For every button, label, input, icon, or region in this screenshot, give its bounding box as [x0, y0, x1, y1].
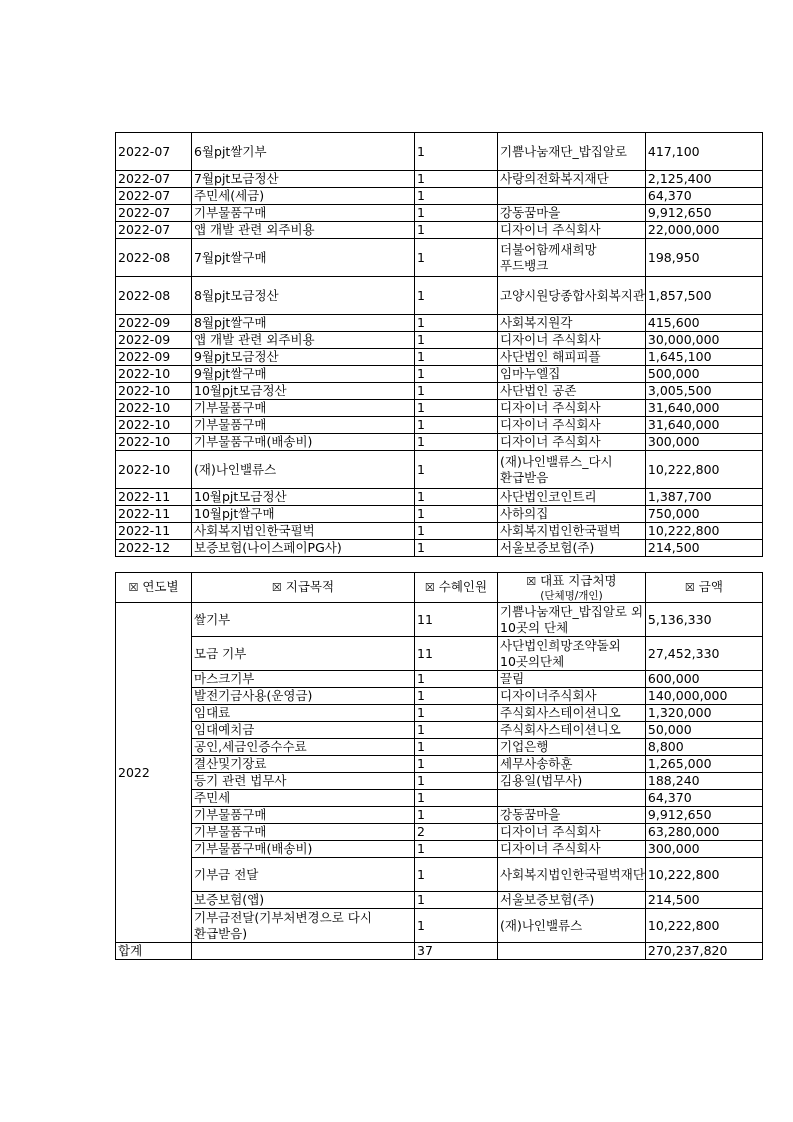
recipient-cell: 디자이너 주식회사: [498, 332, 646, 349]
recipient-cell: 기업은행: [498, 739, 646, 756]
purpose-cell: 10월pjt모금정산: [192, 489, 415, 506]
table-row: [116, 366, 763, 383]
date-cell: 2022-08: [116, 239, 192, 277]
purpose-cell: 기부물품구매: [192, 824, 415, 841]
purpose-cell: 발전기금사용(운영금): [192, 688, 415, 705]
purpose-cell: 주민세(세금): [192, 188, 415, 205]
count-cell: 1: [415, 349, 498, 366]
amount-cell: 1,387,700: [645, 489, 762, 506]
count-cell: 1: [415, 790, 498, 807]
header-count: ☒ 수혜인원: [415, 573, 498, 603]
total-count: 37: [415, 943, 498, 960]
table-row: [116, 824, 763, 841]
count-cell: 1: [415, 205, 498, 222]
table-row: [116, 400, 763, 417]
count-cell: 1: [415, 523, 498, 540]
count-cell: 1: [415, 332, 498, 349]
count-cell: 1: [415, 671, 498, 688]
header-row: [116, 573, 763, 603]
amount-cell: 9,912,650: [645, 205, 762, 222]
amount-cell: 30,000,000: [645, 332, 762, 349]
purpose-cell: 기부금 전달: [192, 858, 415, 892]
amount-cell: 10,222,800: [645, 451, 762, 489]
table-row: [116, 858, 763, 892]
table-row: [116, 603, 763, 637]
recipient-cell: 사회복지원각: [498, 315, 646, 332]
table-row: [116, 417, 763, 434]
header-recipient: ☒ 대표 지급처명 (단체명/개인): [498, 573, 646, 603]
recipient-cell: 디자이너 주식회사: [498, 824, 646, 841]
recipient-cell: 디자이너 주식회사: [498, 417, 646, 434]
recipient-cell: 주식회사스테이션니오: [498, 705, 646, 722]
recipient-cell: 끌림: [498, 671, 646, 688]
count-cell: 1: [415, 756, 498, 773]
table-row: [116, 637, 763, 671]
table-row: [116, 671, 763, 688]
amount-cell: 50,000: [645, 722, 762, 739]
count-cell: 1: [415, 366, 498, 383]
purpose-cell: 주민세: [192, 790, 415, 807]
table-row: [116, 688, 763, 705]
recipient-cell: 서울보증보험(주): [498, 892, 646, 909]
date-cell: 2022-12: [116, 540, 192, 557]
recipient-cell: 임마누엘집: [498, 366, 646, 383]
recipient-cell: 사단법인 공존: [498, 383, 646, 400]
date-cell: 2022-09: [116, 332, 192, 349]
table-row: [116, 756, 763, 773]
recipient-cell: 사하의집: [498, 506, 646, 523]
purpose-cell: 임대료: [192, 705, 415, 722]
count-cell: 1: [415, 739, 498, 756]
count-cell: 1: [415, 434, 498, 451]
checkbox-icon: ☒: [271, 581, 282, 594]
amount-cell: 64,370: [645, 188, 762, 205]
count-cell: 1: [415, 133, 498, 171]
count-cell: 1: [415, 506, 498, 523]
amount-cell: 415,600: [645, 315, 762, 332]
header-year: ☒ 연도별: [116, 573, 192, 603]
amount-cell: 1,857,500: [645, 277, 762, 315]
count-cell: 1: [415, 540, 498, 557]
table-row: [116, 205, 763, 222]
date-cell: 2022-07: [116, 188, 192, 205]
amount-cell: 3,005,500: [645, 383, 762, 400]
recipient-cell: [498, 790, 646, 807]
count-cell: 1: [415, 417, 498, 434]
purpose-cell: 기부물품구매: [192, 400, 415, 417]
table-row: [116, 773, 763, 790]
table-row: [116, 807, 763, 824]
table-row: [116, 841, 763, 858]
empty-cell: [498, 943, 646, 960]
amount-cell: 27,452,330: [645, 637, 762, 671]
amount-cell: 300,000: [645, 434, 762, 451]
purpose-cell: 마스크기부: [192, 671, 415, 688]
amount-cell: 63,280,000: [645, 824, 762, 841]
count-cell: 1: [415, 451, 498, 489]
recipient-cell: 강동꿈마을: [498, 807, 646, 824]
amount-cell: 198,950: [645, 239, 762, 277]
table-row: [116, 451, 763, 489]
recipient-cell: 서울보증보험(주): [498, 540, 646, 557]
count-cell: 2: [415, 824, 498, 841]
recipient-cell: (재)나인밸류스: [498, 909, 646, 943]
date-cell: 2022-07: [116, 205, 192, 222]
amount-cell: 31,640,000: [645, 417, 762, 434]
count-cell: 1: [415, 858, 498, 892]
table-row: [116, 315, 763, 332]
count-cell: 1: [415, 688, 498, 705]
count-cell: 1: [415, 277, 498, 315]
amount-cell: 1,320,000: [645, 705, 762, 722]
purpose-cell: 보증보험(나이스페이PG사): [192, 540, 415, 557]
amount-cell: 1,645,100: [645, 349, 762, 366]
year-cell: 2022: [116, 603, 192, 943]
date-cell: 2022-11: [116, 506, 192, 523]
recipient-cell: 사회복지법인한국펄벅: [498, 523, 646, 540]
purpose-cell: 기부물품구매: [192, 205, 415, 222]
date-cell: 2022-10: [116, 434, 192, 451]
purpose-cell: 공인,세금인증수수료: [192, 739, 415, 756]
table-row: [116, 892, 763, 909]
date-cell: 2022-10: [116, 417, 192, 434]
header-amount: ☒ 금액: [645, 573, 762, 603]
purpose-cell: 기부물품구매(배송비): [192, 434, 415, 451]
recipient-cell: 디자이너 주식회사: [498, 434, 646, 451]
amount-cell: 500,000: [645, 366, 762, 383]
table-row: [116, 909, 763, 943]
amount-cell: 600,000: [645, 671, 762, 688]
table-row: [116, 277, 763, 315]
amount-cell: 10,222,800: [645, 523, 762, 540]
recipient-cell: [498, 188, 646, 205]
recipient-cell: 사단법인희망조약돌외 10곳의단체: [498, 637, 646, 671]
count-cell: 1: [415, 722, 498, 739]
total-label: 합계: [116, 943, 192, 960]
date-cell: 2022-11: [116, 489, 192, 506]
purpose-cell: 9월pjt모금정산: [192, 349, 415, 366]
purpose-cell: 앱 개발 관련 외주비용: [192, 222, 415, 239]
table-row: [116, 434, 763, 451]
amount-cell: 9,912,650: [645, 807, 762, 824]
table-row: [116, 332, 763, 349]
table-row: [116, 349, 763, 366]
table-row: [116, 222, 763, 239]
amount-cell: 300,000: [645, 841, 762, 858]
recipient-cell: 사회복지법인한국펄벅재단: [498, 858, 646, 892]
count-cell: 1: [415, 239, 498, 277]
table-row: [116, 739, 763, 756]
recipient-cell: 사랑의전화복지재단: [498, 171, 646, 188]
recipient-cell: 디자이너 주식회사: [498, 841, 646, 858]
header-purpose: ☒ 지급목적: [192, 573, 415, 603]
amount-cell: 214,500: [645, 892, 762, 909]
purpose-cell: 8월pjt모금정산: [192, 277, 415, 315]
recipient-cell: 사단법인 해피피플: [498, 349, 646, 366]
purpose-cell: 10월pjt쌀구매: [192, 506, 415, 523]
purpose-cell: 결산및기장료: [192, 756, 415, 773]
amount-cell: 750,000: [645, 506, 762, 523]
purpose-cell: 모금 기부: [192, 637, 415, 671]
checkbox-icon: ☒: [424, 581, 435, 594]
amount-cell: 417,100: [645, 133, 762, 171]
count-cell: 1: [415, 171, 498, 188]
recipient-cell: 기쁨나눔재단_밥집알로 외 10곳의 단체: [498, 603, 646, 637]
checkbox-icon: ☒: [526, 575, 537, 588]
purpose-cell: 쌀기부: [192, 603, 415, 637]
date-cell: 2022-10: [116, 366, 192, 383]
recipient-cell: 기쁨나눔재단_밥집알로: [498, 133, 646, 171]
purpose-cell: 보증보험(앱): [192, 892, 415, 909]
recipient-cell: (재)나인밸류스_다시 환급받음: [498, 451, 646, 489]
purpose-cell: 7월pjt쌀구매: [192, 239, 415, 277]
amount-cell: 5,136,330: [645, 603, 762, 637]
table-row: [116, 790, 763, 807]
purpose-cell: 기부물품구매: [192, 417, 415, 434]
count-cell: 1: [415, 892, 498, 909]
count-cell: 1: [415, 807, 498, 824]
table-row: [116, 171, 763, 188]
purpose-cell: 10월pjt모금정산: [192, 383, 415, 400]
table-row: [116, 506, 763, 523]
count-cell: 1: [415, 773, 498, 790]
date-cell: 2022-07: [116, 133, 192, 171]
purpose-cell: 기부물품구매(배송비): [192, 841, 415, 858]
total-row: [116, 943, 763, 960]
table-row: [116, 188, 763, 205]
table-row: [116, 722, 763, 739]
recipient-cell: 디자이너 주식회사: [498, 222, 646, 239]
amount-cell: 214,500: [645, 540, 762, 557]
purpose-cell: 사회복지법인한국펄벅: [192, 523, 415, 540]
purpose-cell: (재)나인밸류스: [192, 451, 415, 489]
recipient-cell: 세무사송하훈: [498, 756, 646, 773]
checkbox-icon: ☒: [684, 581, 695, 594]
count-cell: 1: [415, 400, 498, 417]
checkbox-icon: ☒: [128, 581, 139, 594]
recipient-cell: 디자이너 주식회사: [498, 400, 646, 417]
recipient-cell: 사단법인코인트리: [498, 489, 646, 506]
date-cell: 2022-11: [116, 523, 192, 540]
amount-cell: 10,222,800: [645, 858, 762, 892]
recipient-cell: 디자이너주식회사: [498, 688, 646, 705]
date-cell: 2022-10: [116, 400, 192, 417]
count-cell: 1: [415, 188, 498, 205]
amount-cell: 22,000,000: [645, 222, 762, 239]
table-row: [116, 239, 763, 277]
purpose-cell: 임대예치금: [192, 722, 415, 739]
count-cell: 1: [415, 909, 498, 943]
amount-cell: 2,125,400: [645, 171, 762, 188]
yearly-summary-table: [115, 572, 763, 960]
count-cell: 1: [415, 383, 498, 400]
monthly-payments-table: [115, 132, 763, 557]
total-amount: 270,237,820: [645, 943, 762, 960]
table-row: [116, 523, 763, 540]
count-cell: 11: [415, 637, 498, 671]
amount-cell: 64,370: [645, 790, 762, 807]
purpose-cell: 기부물품구매: [192, 807, 415, 824]
count-cell: 1: [415, 222, 498, 239]
date-cell: 2022-07: [116, 171, 192, 188]
amount-cell: 31,640,000: [645, 400, 762, 417]
date-cell: 2022-09: [116, 349, 192, 366]
amount-cell: 1,265,000: [645, 756, 762, 773]
date-cell: 2022-07: [116, 222, 192, 239]
amount-cell: 10,222,800: [645, 909, 762, 943]
recipient-cell: 주식회사스테이션니오: [498, 722, 646, 739]
amount-cell: 188,240: [645, 773, 762, 790]
amount-cell: 8,800: [645, 739, 762, 756]
recipient-cell: 강동꿈마을: [498, 205, 646, 222]
purpose-cell: 기부금전달(기부처변경으로 다시 환급받음): [192, 909, 415, 943]
recipient-cell: 김용일(법무사): [498, 773, 646, 790]
table-row: [116, 540, 763, 557]
date-cell: 2022-08: [116, 277, 192, 315]
count-cell: 1: [415, 705, 498, 722]
date-cell: 2022-10: [116, 383, 192, 400]
table-row: [116, 489, 763, 506]
purpose-cell: 등기 관련 법무사: [192, 773, 415, 790]
table-row: [116, 383, 763, 400]
date-cell: 2022-09: [116, 315, 192, 332]
empty-cell: [192, 943, 415, 960]
count-cell: 1: [415, 315, 498, 332]
table-row: [116, 133, 763, 171]
purpose-cell: 6월pjt쌀기부: [192, 133, 415, 171]
date-cell: 2022-10: [116, 451, 192, 489]
purpose-cell: 9월pjt쌀구매: [192, 366, 415, 383]
amount-cell: 140,000,000: [645, 688, 762, 705]
recipient-cell: 더불어함께새희망 푸드뱅크: [498, 239, 646, 277]
purpose-cell: 8월pjt쌀구매: [192, 315, 415, 332]
count-cell: 11: [415, 603, 498, 637]
count-cell: 1: [415, 841, 498, 858]
recipient-cell: 고양시원당종합사회복지관: [498, 277, 646, 315]
purpose-cell: 7월pjt모금정산: [192, 171, 415, 188]
purpose-cell: 앱 개발 관련 외주비용: [192, 332, 415, 349]
count-cell: 1: [415, 489, 498, 506]
table-row: [116, 705, 763, 722]
